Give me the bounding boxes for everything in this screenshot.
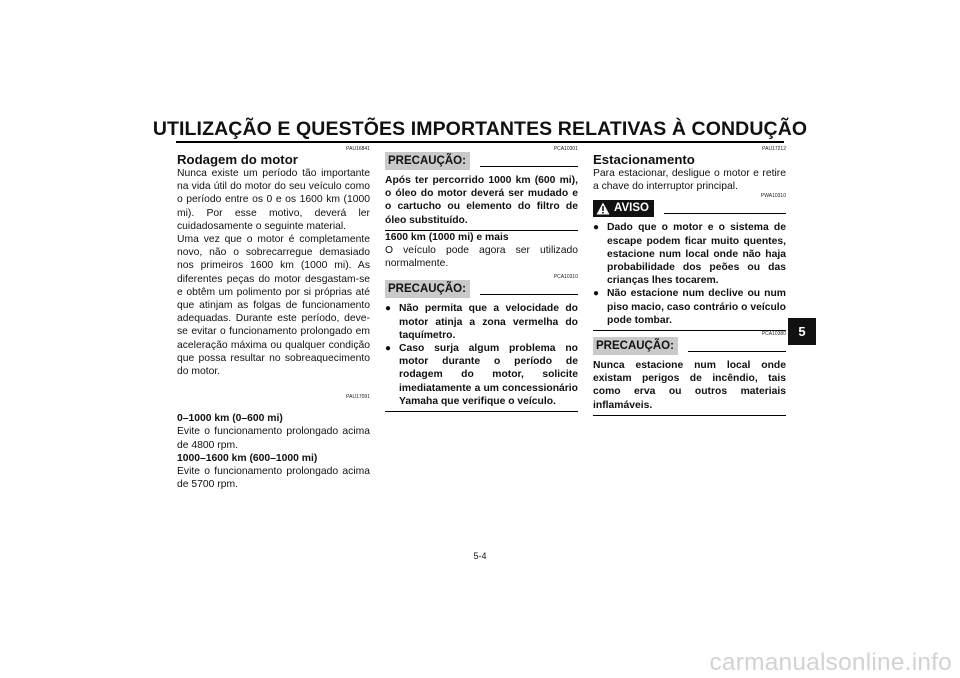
title-rule <box>176 141 784 143</box>
divider <box>480 294 578 295</box>
chapter-tab[interactable]: 5 <box>788 318 816 345</box>
caution-header <box>385 152 578 170</box>
left-column <box>177 146 370 491</box>
bullet-icon: ● <box>593 222 600 234</box>
page-number: 5-4 <box>473 551 487 561</box>
list-item <box>593 287 786 327</box>
list-item <box>593 221 786 287</box>
caution-badge: PRECAUÇÃO: <box>385 280 470 298</box>
list-item-text: Não permita que a velocidade do motor atinja a zona vermelha do taquímetro. <box>399 303 578 341</box>
page-title: UTILIZAÇÃO E QUESTÕES IMPORTANTES RELATIVAS À CONDUÇÃO <box>152 118 808 140</box>
list-item <box>385 342 578 408</box>
paragraph: Nunca existe um período tão importante na vida útil do motor do seu veículo como o período entre os 0 e os 1600 km (1000 mi). Por esse motivo, deverá ler cuidadosamente o seguinte material. <box>177 168 370 232</box>
list-item <box>385 302 578 342</box>
section-code: PCA10380 <box>761 331 786 338</box>
subheading: 1600 km (1000 mi) e mais <box>385 231 509 243</box>
list-item-text: Caso surja algum problema no motor durante o período de rodagem do motor, solicite imediatamente a um concessionário Yamaha que verifique o veículo. <box>399 343 578 407</box>
middle-column <box>385 146 578 412</box>
divider <box>593 415 786 416</box>
list-item-text: Não estacione num declive ou num piso macio, caso contrário o veículo pode tombar. <box>607 288 786 326</box>
divider <box>688 351 786 352</box>
paragraph: Para estacionar, desligue o motor e retire a chave do interruptor principal. <box>593 168 786 193</box>
section-code: PAU17212 <box>762 146 786 152</box>
subheading: 0–1000 km (0–600 mi) <box>177 413 283 425</box>
divider <box>385 411 578 412</box>
section-heading-break-in: Rodagem do motor <box>177 152 298 167</box>
divider <box>664 213 786 214</box>
caution-header <box>593 337 786 355</box>
section-code: PCA10301 <box>553 146 578 152</box>
section-code: PCA10310 <box>553 274 578 281</box>
list-item-text: Dado que o motor e o sistema de escape podem ficar muito quentes, estacione num local onde não haja probabilidade dos peões ou das crianças lhes tocarem. <box>607 222 786 287</box>
caution-text: Após ter percorrido 1000 km (600 mi), o óleo do motor deverá ser mudado e o cartucho ou elemento do filtro de óleo substituído. <box>385 175 578 226</box>
caution-badge: PRECAUÇÃO: <box>593 337 678 355</box>
warning-triangle-icon <box>596 202 610 215</box>
right-column <box>593 146 786 416</box>
warning-label: AVISO <box>614 201 649 214</box>
watermark: carmanualsonline.info <box>709 649 952 676</box>
subheading: 1000–1600 km (600–1000 mi) <box>177 452 318 464</box>
warning-header <box>593 199 786 217</box>
section-heading-parking: Estacionamento <box>593 152 695 167</box>
warning-badge <box>593 200 654 217</box>
paragraph: Evite o funcionamento prolongado acima de 4800 rpm. <box>177 426 370 451</box>
bullet-icon: ● <box>385 303 392 315</box>
section-code: PAU16841 <box>346 146 370 152</box>
section-code: PAU17091 <box>346 394 370 401</box>
caution-text: Nunca estacione num local onde existam perigos de incêndio, tais como erva ou outros materiais inflamáveis. <box>593 360 786 411</box>
divider <box>480 166 578 167</box>
paragraph: Uma vez que o motor é completamente novo, não o sobrecarregue demasiado nos primeiros 1600 km (1000 mi). As diferentes peças do motor desgastam-se e obtêm um polimento por si próprias até que atinjam as folgas de funcionamento adequadas. Durante este período, deve-se evitar o funcionamento prolongado em aceleração máxima ou qualquer condição que possa resultar no sobreaquecimento do motor. <box>177 234 370 378</box>
bullet-icon: ● <box>593 288 600 300</box>
paragraph: O veículo pode agora ser utilizado normalmente. <box>385 245 578 270</box>
bullet-icon: ● <box>385 343 392 355</box>
paragraph: Evite o funcionamento prolongado acima de 5700 rpm. <box>177 466 370 491</box>
caution-header <box>385 280 578 298</box>
section-code: PWA10310 <box>760 193 786 200</box>
caution-badge: PRECAUÇÃO: <box>385 152 470 170</box>
